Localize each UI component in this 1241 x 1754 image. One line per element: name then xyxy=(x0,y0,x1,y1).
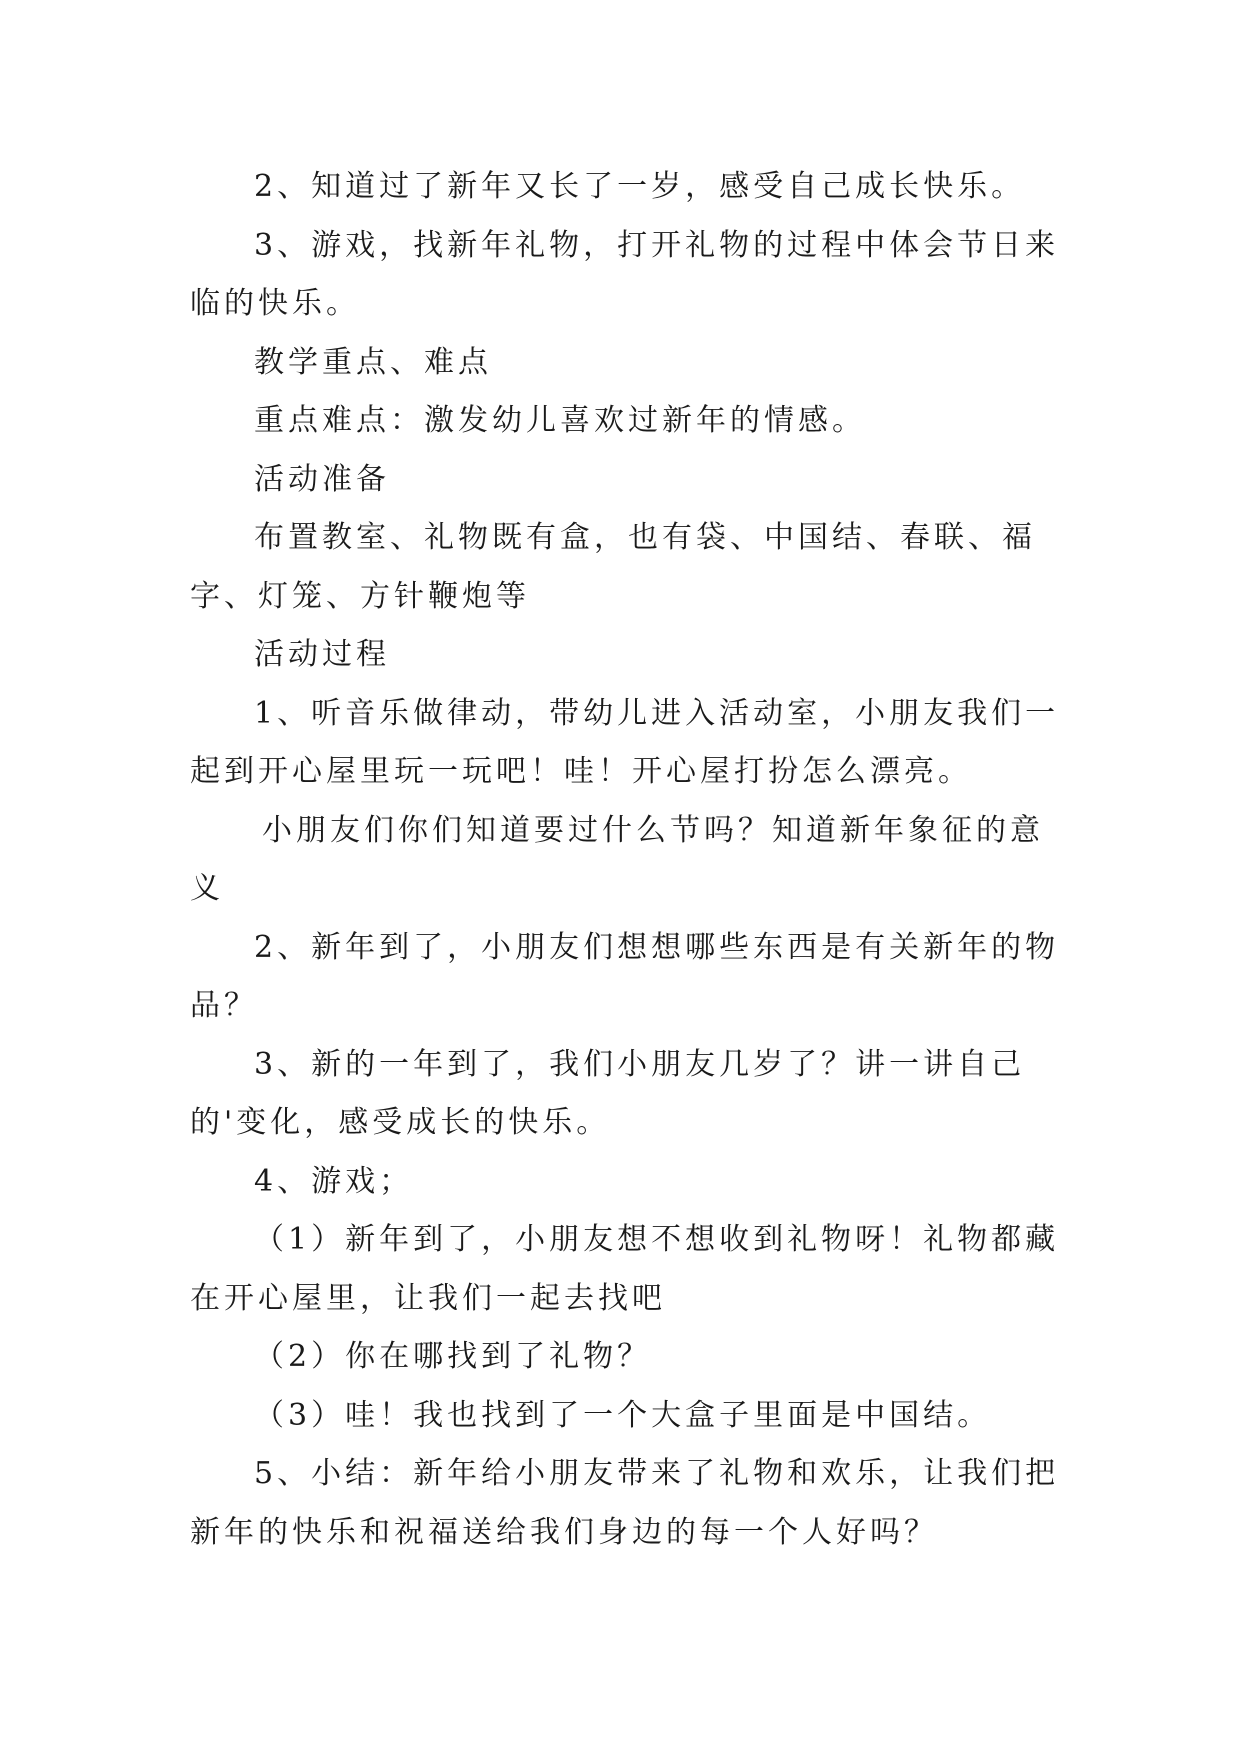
document-body xyxy=(190,158,1060,1562)
paragraph-goal-2: 2、知道过了新年又长了一岁，感受自己成长快乐。 xyxy=(254,169,1026,204)
paragraph-step-4: 4、游戏； xyxy=(254,1163,414,1199)
paragraph-preparation: 布置教室、礼物既有盒，也有袋、中国结、春联、福字、灯笼、方针鞭炮等 xyxy=(190,520,1036,614)
paragraph-summary: 5、小结：新年给小朋友带来了礼物和欢乐，让我们把新年的快乐和祝福送给我们身边的每一个人好吗？ xyxy=(190,1456,1060,1550)
paragraph-game-2: （2）你在哪找到了礼物？ xyxy=(254,1339,652,1374)
paragraph-step-3: 3、新的一年到了，我们小朋友几岁了？讲一讲自己的'变化，感受成长的快乐。 xyxy=(190,1046,1026,1140)
heading-key-points: 教学重点、难点 xyxy=(254,344,492,380)
paragraph-key-points: 重点难点：激发幼儿喜欢过新年的情感。 xyxy=(254,403,866,438)
paragraph-goal-3: 3、游戏，找新年礼物，打开礼物的过程中体会节日来临的快乐。 xyxy=(190,227,1060,321)
heading-preparation: 活动准备 xyxy=(254,461,390,497)
heading-process: 活动过程 xyxy=(254,637,390,672)
paragraph-step-2: 2、新年到了，小朋友们想想哪些东西是有关新年的物品？ xyxy=(190,929,1060,1023)
paragraph-step-1: 1、听音乐做律动，带幼儿进入活动室，小朋友我们一起到开心屋里玩一玩吧！哇！开心屋打扮怎么漂亮。 xyxy=(190,695,1060,789)
paragraph-question: 小朋友们你们知道要过什么节吗？知道新年象征的意义 xyxy=(190,812,1044,906)
paragraph-game-3: （3）哇！我也找到了一个大盒子里面是中国结。 xyxy=(254,1397,992,1433)
paragraph-game-1: （1）新年到了，小朋友想不想收到礼物呀！礼物都藏在开心屋里，让我们一起去找吧 xyxy=(190,1222,1060,1316)
